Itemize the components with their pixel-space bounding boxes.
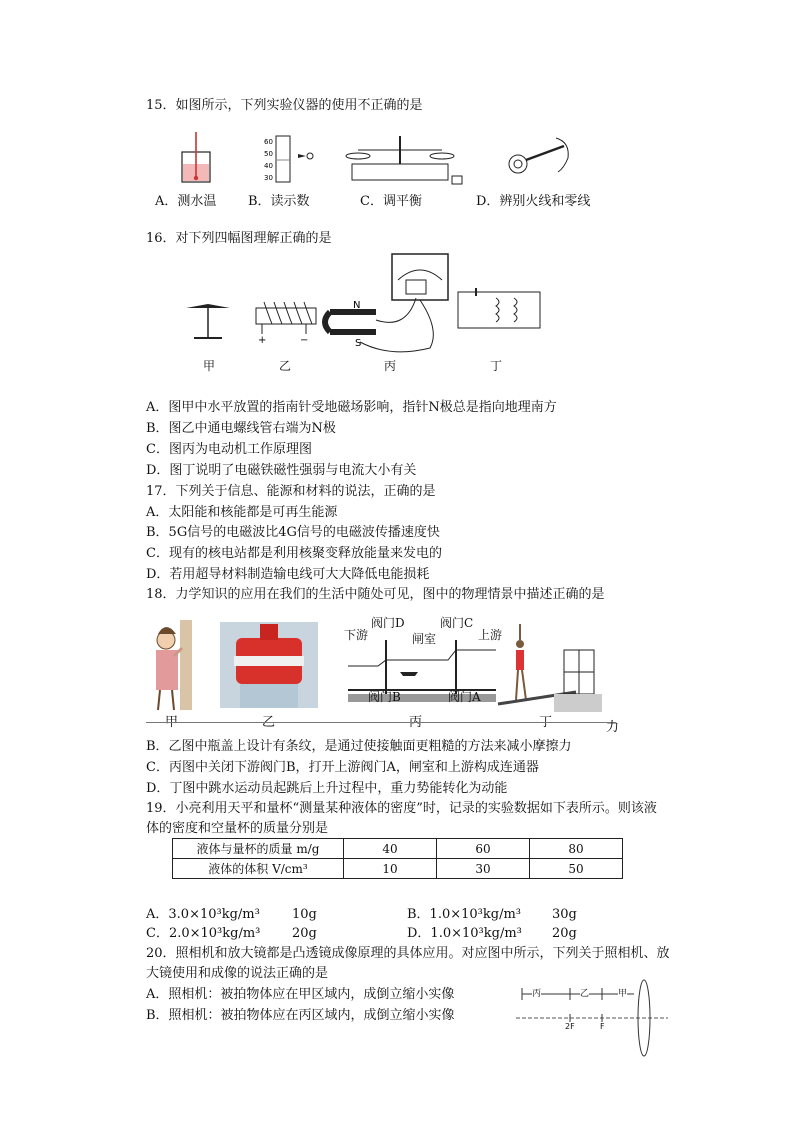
q17-option-a: A．太阳能和核能都是可再生能源 [146, 505, 338, 520]
q20-option-b: B．照相机：被拍物体应在丙区域内，成倒立缩小实像 [146, 1008, 455, 1023]
q19-option-d-density: D．1.0×10³kg/m³ [407, 926, 522, 941]
q19-data-table [172, 838, 623, 879]
q18-option-b: B．乙图中瓶盖上设计有条纹，是通过使接触面更粗糙的方法来减小摩擦力 [146, 739, 572, 754]
q19-option-c-density: C．2.0×10³kg/m³ [146, 926, 261, 941]
table-head-volume: 液体的体积 V/cm³ [173, 859, 344, 879]
q19-option-d-mass: 20g [552, 926, 577, 941]
lens-region-yi: 乙 [580, 986, 589, 999]
q16-fig-label-bing: 丙 [384, 359, 397, 373]
q19-option-c-mass: 20g [292, 926, 317, 941]
lock-label-chamber: 闸室 [412, 632, 437, 646]
compass-needle-icon [186, 304, 230, 338]
test-pen-icon [509, 138, 568, 173]
q16-fig-label-ding: 丁 [490, 359, 503, 373]
q16-figures [180, 250, 550, 354]
lock-label-valve-d: 阀门D [371, 616, 405, 630]
q16-stem: 16．对下列四幅图理解正确的是 [146, 231, 332, 246]
table-row [173, 839, 623, 859]
q16-option-a: A．图甲中水平放置的指南针受地磁场影响，指针N极总是指向地理南方 [146, 400, 557, 415]
tick-40: 40 [264, 162, 273, 170]
tick-30: 30 [264, 174, 273, 182]
lock-label-upstream: 上游 [478, 628, 503, 642]
q18-option-c: C．丙图中关闭下游阀门B，打开上游阀门A，闸室和上游构成连通器 [146, 760, 539, 775]
q18-option-a-tail: 力 [606, 720, 620, 735]
q19-stem-line2: 体的密度和空量杯的质量分别是 [146, 821, 329, 836]
q17-option-c: C．现有的核电站都是利用核聚变释放能量来发电的 [146, 546, 442, 561]
q20-stem-line2: 大镜使用和成像的说法正确的是 [146, 966, 329, 981]
q19-option-b-mass: 30g [552, 907, 577, 922]
person-pushing-wall-icon [156, 620, 192, 710]
q16-fig-label-yi: 乙 [279, 359, 292, 373]
solenoid-icon [256, 302, 316, 334]
table-cell: 80 [530, 839, 623, 859]
q15-option-b: B．读示数 [248, 194, 310, 209]
q17-stem: 17．下列关于信息、能源和材料的说法，正确的是 [146, 484, 436, 499]
q19-option-b-density: B．1.0×10³kg/m³ [407, 907, 521, 922]
q19-stem-line1: 19．小亮利用天平和量杯“测量某种液体的密度”时，记录的实验数据如下表所示。则该液 [146, 801, 657, 816]
q18-fig-label-jia: 甲 [165, 715, 179, 730]
q17-option-b: B．5G信号的电磁波比4G信号的电磁波传播速度快 [146, 525, 440, 540]
q16-option-c: C．图丙为电动机工作原理图 [146, 442, 312, 457]
beaker-thermometer-icon [182, 132, 210, 182]
q15-stem: 15．如图所示，下列实验仪器的使用不正确的是 [146, 98, 423, 113]
tick-50: 50 [264, 150, 273, 158]
table-cell: 10 [344, 859, 437, 879]
table-cell: 50 [530, 859, 623, 879]
q17-option-d: D．若用超导材料制造输电线可大大降低电能损耗 [146, 567, 430, 582]
q16-fig-label-jia: 甲 [203, 359, 216, 373]
table-cell: 60 [437, 839, 530, 859]
q15-option-d: D．辨别火线和零线 [476, 194, 591, 209]
table-cell: 40 [344, 839, 437, 859]
electromagnet-circuit-icon [458, 288, 540, 328]
diver-springboard-icon [498, 624, 602, 712]
lens-region-bing: 丙 [532, 986, 541, 999]
q15-figures [170, 128, 610, 190]
lock-label-valve-b: 阀门B [368, 690, 401, 704]
table-head-mass: 液体与量杯的质量 m/g [173, 839, 344, 859]
q18-fig-label-bing: 丙 [409, 715, 423, 730]
lens-mark-2f: 2F [565, 1022, 575, 1031]
lock-label-valve-c: 阀门C [440, 616, 474, 630]
q15-option-c: C．调平衡 [360, 194, 422, 209]
lock-label-valve-a: 阀门A [448, 690, 481, 704]
cylinder-eye-icon [276, 136, 313, 182]
q16-option-d: D．图丁说明了电磁铁磁性强弱与电流大小有关 [146, 463, 417, 478]
horseshoe-magnet-meter-icon [325, 254, 448, 352]
q19-option-a-density: A．3.0×10³kg/m³ [146, 907, 260, 922]
lens-mark-f: F [600, 1022, 605, 1031]
table-row [173, 859, 623, 879]
magnet-s-mark: S [355, 338, 362, 349]
magnet-n-mark: N [353, 300, 361, 311]
balance-scale-icon [346, 136, 462, 184]
q20-option-a: A．照相机：被拍物体应在甲区域内，成倒立缩小实像 [146, 987, 455, 1002]
q18-option-a-obscured [146, 722, 616, 731]
q19-option-a-mass: 10g [292, 907, 317, 922]
q15-option-a: A．测水温 [155, 194, 217, 209]
coil-minus-mark: − [300, 335, 309, 346]
lens-region-jia: 甲 [618, 986, 627, 999]
q16-option-b: B．图乙中通电螺线管右端为N极 [146, 421, 336, 436]
tick-60: 60 [264, 138, 273, 146]
lock-label-downstream: 下游 [344, 628, 369, 642]
q18-stem: 18．力学知识的应用在我们的生活中随处可见，图中的物理情景中描述正确的是 [146, 587, 605, 602]
q20-stem-line1: 20．照相机和放大镜都是凸透镜成像原理的具体应用。对应图中所示，下列关于照相机、放 [146, 946, 670, 961]
q18-fig-label-ding: 丁 [539, 715, 553, 730]
coil-plus-mark: + [258, 335, 267, 346]
bottle-cap-photo-icon [220, 622, 318, 708]
q18-fig-label-yi: 乙 [262, 715, 276, 730]
q18-option-d: D．丁图中跳水运动员起跳后上升过程中，重力势能转化为动能 [146, 781, 508, 796]
table-cell: 30 [437, 859, 530, 879]
